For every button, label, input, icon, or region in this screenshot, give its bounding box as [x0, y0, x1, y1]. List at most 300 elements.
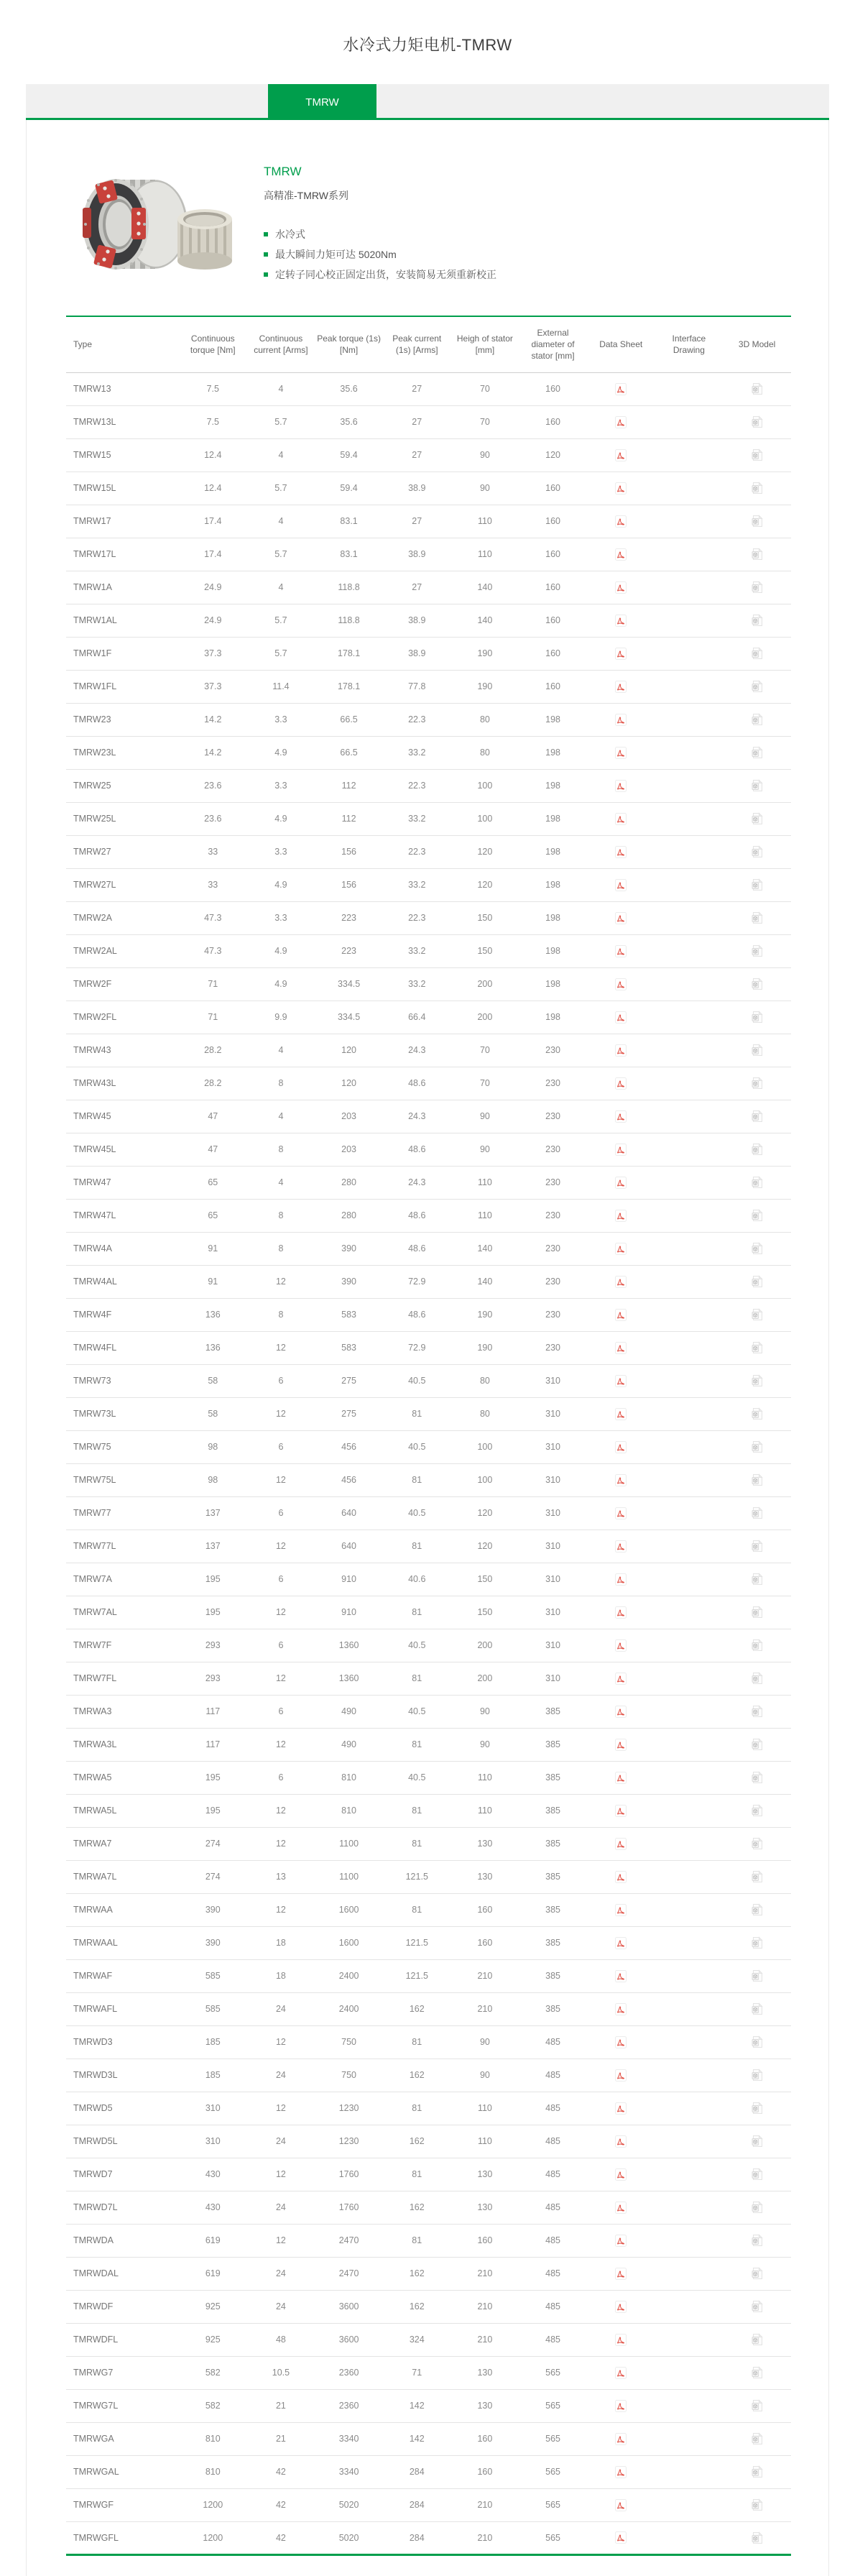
pdf-file-icon[interactable]	[615, 2301, 627, 2313]
table-row	[66, 405, 791, 438]
stator-diameter-cell: 230	[519, 1199, 587, 1232]
3d-file-icon[interactable]	[751, 845, 763, 858]
data-sheet-cell	[587, 934, 655, 967]
pdf-file-icon[interactable]	[615, 2202, 627, 2214]
continuous-current-cell: 6	[247, 1563, 315, 1596]
stator-diameter-cell: 198	[519, 802, 587, 835]
continuous-current-cell: 8	[247, 1232, 315, 1265]
model-3d-cell	[723, 438, 791, 472]
3d-file-icon[interactable]	[751, 1176, 763, 1189]
peak-torque-cell: 490	[315, 1728, 383, 1761]
stator-diameter-cell: 198	[519, 901, 587, 934]
3d-file-icon[interactable]	[751, 1540, 763, 1552]
3d-file-icon[interactable]	[751, 2465, 763, 2478]
continuous-current-cell: 24	[247, 2257, 315, 2290]
stator-height-cell: 90	[451, 1133, 519, 1166]
data-sheet-cell	[587, 1827, 655, 1860]
stator-diameter-cell: 198	[519, 868, 587, 901]
pdf-file-icon[interactable]	[615, 548, 627, 561]
3d-file-icon[interactable]	[751, 1804, 763, 1817]
pdf-file-icon[interactable]	[615, 1639, 627, 1652]
stator-height-cell: 130	[451, 2356, 519, 2389]
header-data-sheet: Data Sheet	[587, 316, 655, 372]
3d-file-icon[interactable]	[751, 944, 763, 957]
interface-drawing-cell	[655, 2224, 724, 2257]
interface-drawing-cell	[655, 2290, 724, 2323]
table-row	[66, 1893, 791, 1926]
data-sheet-cell	[587, 505, 655, 538]
pdf-file-icon[interactable]	[615, 1904, 627, 1916]
type-cell: TMRWA3L	[66, 1728, 179, 1761]
peak-current-cell: 284	[409, 2532, 425, 2543]
pdf-file-icon[interactable]	[615, 1772, 627, 1784]
header-interface-drawing: Interface Drawing	[655, 316, 724, 372]
pdf-file-icon[interactable]	[615, 2433, 627, 2445]
stator-diameter-cell: 198	[519, 1000, 587, 1034]
pdf-file-icon[interactable]	[615, 2036, 627, 2048]
3d-file-icon[interactable]	[751, 1341, 763, 1354]
data-sheet-cell	[587, 1265, 655, 1298]
table-row	[66, 2158, 791, 2191]
3d-file-icon[interactable]	[751, 1011, 763, 1024]
stator-diameter-cell: 310	[519, 1530, 587, 1563]
3d-file-icon[interactable]	[751, 2069, 763, 2082]
peak-current-cell: 162	[383, 1992, 451, 2025]
data-sheet-cell	[587, 1397, 655, 1430]
spec-table-body	[66, 372, 791, 2554]
continuous-current-cell: 21	[247, 2422, 315, 2455]
interface-drawing-cell	[655, 1992, 724, 2025]
model-3d-cell	[723, 868, 791, 901]
data-sheet-cell	[587, 1430, 655, 1463]
continuous-torque-cell: 33	[179, 868, 247, 901]
data-sheet-cell	[587, 2191, 655, 2224]
pdf-file-icon[interactable]	[615, 681, 627, 693]
3d-file-icon[interactable]	[751, 978, 763, 990]
model-3d-cell	[723, 1794, 791, 1827]
interface-drawing-cell	[655, 604, 724, 637]
product-info	[264, 156, 496, 285]
3d-file-icon[interactable]	[751, 2333, 763, 2346]
3d-file-icon[interactable]	[751, 1506, 763, 1519]
pdf-file-icon[interactable]	[615, 813, 627, 825]
3d-file-icon[interactable]	[751, 1110, 763, 1123]
3d-file-icon[interactable]	[751, 2267, 763, 2280]
stator-diameter-cell: 310	[519, 1563, 587, 1596]
model-3d-cell	[723, 2455, 791, 2488]
interface-drawing-cell	[655, 2257, 724, 2290]
continuous-torque-cell: 925	[179, 2323, 247, 2356]
peak-torque-cell: 3600	[315, 2290, 383, 2323]
type-cell: TMRW23	[66, 703, 179, 736]
3d-file-icon[interactable]	[751, 2498, 763, 2511]
table-row	[66, 1992, 791, 2025]
continuous-current-cell: 4.9	[247, 934, 315, 967]
stator-diameter-cell: 160	[519, 372, 587, 405]
pdf-file-icon[interactable]	[615, 1838, 627, 1850]
stator-diameter-cell: 565	[519, 2488, 587, 2521]
peak-torque-cell: 66.5	[315, 736, 383, 769]
3d-file-icon[interactable]	[751, 581, 763, 594]
pdf-file-icon[interactable]	[615, 2268, 627, 2280]
stator-height-cell: 100	[451, 1463, 519, 1496]
continuous-torque-cell: 37.3	[179, 670, 247, 703]
data-sheet-cell	[587, 1000, 655, 1034]
pdf-file-icon[interactable]	[615, 1375, 627, 1387]
pdf-file-icon[interactable]	[615, 780, 627, 792]
table-row	[66, 1563, 791, 1596]
model-3d-cell	[723, 538, 791, 571]
pdf-file-icon[interactable]	[615, 2003, 627, 2015]
pdf-file-icon[interactable]	[615, 1871, 627, 1883]
type-cell: TMRW43L	[66, 1067, 179, 1100]
header-stator-height: Heigh of stator [mm]	[451, 316, 519, 372]
3d-file-icon[interactable]	[751, 812, 763, 825]
3d-file-icon[interactable]	[751, 1242, 763, 1255]
continuous-current-cell: 18	[247, 1959, 315, 1992]
3d-file-icon[interactable]	[751, 1044, 763, 1057]
product-section	[27, 120, 828, 298]
stator-diameter-cell: 565	[519, 2422, 587, 2455]
pdf-file-icon[interactable]	[615, 1276, 627, 1288]
table-row	[66, 2356, 791, 2389]
peak-current-cell: 81	[383, 1728, 451, 1761]
3d-file-icon[interactable]	[751, 1705, 763, 1718]
table-row	[66, 2058, 791, 2092]
continuous-torque-cell: 585	[179, 1959, 247, 1992]
data-sheet-cell	[587, 2323, 655, 2356]
peak-current-cell: 121.5	[383, 1860, 451, 1893]
interface-drawing-cell	[655, 2455, 724, 2488]
pdf-file-icon[interactable]	[615, 945, 627, 957]
continuous-current-cell: 8	[247, 1199, 315, 1232]
pdf-file-icon[interactable]	[615, 2499, 627, 2511]
type-cell: TMRWDAL	[66, 2257, 179, 2290]
model-3d-cell	[723, 637, 791, 670]
pdf-file-icon[interactable]	[615, 846, 627, 858]
continuous-current-cell: 12	[247, 2092, 315, 2125]
peak-torque-cell: 1760	[315, 2191, 383, 2224]
pdf-file-icon[interactable]	[615, 2135, 627, 2148]
feature-item	[264, 244, 496, 264]
stator-height-cell: 210	[451, 1959, 519, 1992]
pdf-file-icon[interactable]	[615, 2102, 627, 2115]
continuous-torque-cell: 195	[179, 1761, 247, 1794]
continuous-current-cell: 12	[247, 1893, 315, 1926]
pdf-file-icon[interactable]	[615, 1342, 627, 1354]
3d-file-icon[interactable]	[751, 1639, 763, 1652]
type-cell: TMRW7FL	[66, 1662, 179, 1695]
3d-file-icon[interactable]	[751, 1936, 763, 1949]
data-sheet-cell	[587, 1959, 655, 1992]
3d-file-icon[interactable]	[751, 1903, 763, 1916]
stator-diameter-cell: 310	[519, 1662, 587, 1695]
continuous-current-cell: 42	[275, 2532, 286, 2543]
3d-file-icon[interactable]	[751, 1275, 763, 1288]
3d-file-icon[interactable]	[751, 1573, 763, 1586]
pdf-file-icon[interactable]	[615, 1144, 627, 1156]
spec-table-wrap	[66, 316, 791, 2556]
model-3d-cell	[723, 1496, 791, 1530]
interface-drawing-cell	[655, 868, 724, 901]
pdf-file-icon[interactable]	[615, 648, 627, 660]
continuous-torque-cell: 17.4	[179, 538, 247, 571]
table-row	[66, 1695, 791, 1728]
pdf-file-icon[interactable]	[615, 1408, 627, 1420]
peak-torque-cell: 178.1	[315, 637, 383, 670]
pdf-file-icon[interactable]	[615, 1210, 627, 1222]
table-row	[66, 2125, 791, 2158]
pdf-file-icon[interactable]	[615, 1044, 627, 1057]
type-cell: TMRW15	[66, 438, 179, 472]
3d-file-icon[interactable]	[751, 1308, 763, 1321]
stator-height-cell: 160	[451, 1926, 519, 1959]
3d-file-icon[interactable]	[751, 1738, 763, 1751]
pdf-file-icon[interactable]	[615, 1739, 627, 1751]
pdf-file-icon[interactable]	[615, 416, 627, 428]
table-row	[66, 769, 791, 802]
continuous-current-cell: 48	[247, 2323, 315, 2356]
tab-bar	[26, 84, 829, 120]
pdf-file-icon[interactable]	[615, 1507, 627, 1519]
stator-height-cell: 110	[451, 2092, 519, 2125]
data-sheet-cell	[587, 1463, 655, 1496]
3d-file-icon[interactable]	[751, 1837, 763, 1850]
type-cell: TMRW2F	[66, 967, 179, 1000]
data-sheet-cell	[587, 1232, 655, 1265]
feature-item	[264, 264, 496, 285]
pdf-file-icon[interactable]	[615, 2400, 627, 2412]
peak-current-cell: 48.6	[383, 1199, 451, 1232]
data-sheet-cell	[587, 1761, 655, 1794]
stator-height-cell: 200	[451, 1629, 519, 1662]
continuous-torque-cell: 310	[179, 2125, 247, 2158]
3d-file-icon[interactable]	[751, 1771, 763, 1784]
continuous-current-cell: 12	[247, 1397, 315, 1430]
model-3d-cell	[723, 1530, 791, 1563]
pdf-file-icon[interactable]	[615, 383, 627, 395]
table-row	[66, 1496, 791, 1530]
3d-file-icon[interactable]	[751, 1672, 763, 1685]
stator-height-cell: 160	[451, 2422, 519, 2455]
peak-current-cell: 24.3	[383, 1166, 451, 1199]
3d-file-icon[interactable]	[751, 2135, 763, 2148]
stator-height-cell: 150	[451, 901, 519, 934]
3d-file-icon[interactable]	[751, 2168, 763, 2181]
pdf-file-icon[interactable]	[615, 2531, 627, 2544]
pdf-file-icon[interactable]	[615, 912, 627, 924]
pdf-file-icon[interactable]	[615, 449, 627, 461]
pdf-file-icon[interactable]	[615, 1937, 627, 1949]
pdf-file-icon[interactable]	[615, 581, 627, 594]
3d-file-icon[interactable]	[751, 2201, 763, 2214]
continuous-current-cell: 12	[247, 1331, 315, 1364]
peak-current-cell: 162	[383, 2290, 451, 2323]
pdf-file-icon[interactable]	[615, 2168, 627, 2181]
3d-file-icon[interactable]	[751, 448, 763, 461]
pdf-file-icon[interactable]	[615, 978, 627, 990]
model-3d-cell	[723, 1463, 791, 1496]
3d-file-icon[interactable]	[751, 911, 763, 924]
table-row	[66, 1827, 791, 1860]
data-sheet-cell	[587, 736, 655, 769]
peak-current-cell: 81	[383, 2158, 451, 2191]
3d-file-icon[interactable]	[751, 1143, 763, 1156]
3d-file-icon[interactable]	[751, 779, 763, 792]
table-row	[66, 1728, 791, 1761]
interface-drawing-cell	[655, 2521, 724, 2554]
3d-file-icon[interactable]	[751, 1374, 763, 1387]
continuous-torque-cell: 310	[179, 2092, 247, 2125]
3d-file-icon[interactable]	[751, 1209, 763, 1222]
3d-file-icon[interactable]	[751, 1440, 763, 1453]
3d-file-icon[interactable]	[751, 2300, 763, 2313]
model-3d-cell	[723, 2025, 791, 2058]
continuous-current-cell: 3.3	[247, 901, 315, 934]
table-row	[66, 637, 791, 670]
pdf-file-icon[interactable]	[615, 879, 627, 891]
stator-height-cell: 80	[451, 703, 519, 736]
3d-file-icon[interactable]	[751, 2366, 763, 2379]
pdf-file-icon[interactable]	[615, 747, 627, 759]
table-row	[66, 1100, 791, 1133]
pdf-file-icon[interactable]	[615, 1573, 627, 1586]
3d-file-icon[interactable]	[751, 415, 763, 428]
peak-torque-cell: 2360	[315, 2389, 383, 2422]
data-sheet-cell	[587, 1530, 655, 1563]
tab-tmrw[interactable]: TMRW	[268, 84, 376, 120]
stator-height-cell: 210	[451, 1992, 519, 2025]
pdf-file-icon[interactable]	[615, 1805, 627, 1817]
pdf-file-icon[interactable]	[615, 1673, 627, 1685]
stator-diameter-cell: 485	[519, 2323, 587, 2356]
model-3d-cell	[723, 2058, 791, 2092]
3d-file-icon[interactable]	[751, 647, 763, 660]
type-cell: TMRW25	[66, 769, 179, 802]
pdf-file-icon[interactable]	[615, 2334, 627, 2346]
pdf-file-icon[interactable]	[615, 1309, 627, 1321]
pdf-file-icon[interactable]	[615, 482, 627, 494]
product-subtitle: 高精准-TMRW系列	[264, 190, 348, 201]
continuous-torque-cell: 810	[179, 2455, 247, 2488]
data-sheet-cell	[587, 2356, 655, 2389]
3d-file-icon[interactable]	[751, 482, 763, 494]
table-row	[66, 1430, 791, 1463]
3d-file-icon[interactable]	[751, 614, 763, 627]
pdf-file-icon[interactable]	[615, 2367, 627, 2379]
data-sheet-cell	[587, 1199, 655, 1232]
3d-file-icon[interactable]	[751, 2234, 763, 2247]
continuous-torque-cell: 65	[179, 1199, 247, 1232]
3d-file-icon[interactable]	[751, 2531, 763, 2544]
3d-file-icon[interactable]	[751, 1473, 763, 1486]
pdf-file-icon[interactable]	[615, 1474, 627, 1486]
stator-height-cell: 190	[451, 1331, 519, 1364]
interface-drawing-cell	[655, 2025, 724, 2058]
table-row	[66, 1662, 791, 1695]
3d-file-icon[interactable]	[751, 548, 763, 561]
pdf-file-icon[interactable]	[615, 2235, 627, 2247]
3d-file-icon[interactable]	[751, 1407, 763, 1420]
3d-file-icon[interactable]	[751, 2002, 763, 2015]
type-cell: TMRW27	[66, 835, 179, 868]
3d-file-icon[interactable]	[751, 1870, 763, 1883]
continuous-current-cell: 3.3	[247, 703, 315, 736]
table-row	[66, 1530, 791, 1563]
3d-file-icon[interactable]	[751, 1969, 763, 1982]
continuous-current-cell: 42	[247, 2455, 315, 2488]
continuous-current-cell: 13	[247, 1860, 315, 1893]
peak-torque-cell: 583	[315, 1298, 383, 1331]
continuous-torque-cell: 23.6	[179, 769, 247, 802]
header-continuous-current: Continuous current [Arms]	[247, 316, 315, 372]
3d-file-icon[interactable]	[751, 515, 763, 528]
3d-file-icon[interactable]	[751, 2036, 763, 2048]
pdf-file-icon[interactable]	[615, 2069, 627, 2082]
pdf-file-icon[interactable]	[615, 714, 627, 726]
pdf-file-icon[interactable]	[615, 1011, 627, 1024]
continuous-current-cell: 24	[247, 2058, 315, 2092]
data-sheet-cell	[587, 438, 655, 472]
motor-illustration	[70, 163, 235, 285]
continuous-current-cell: 8	[247, 1133, 315, 1166]
peak-torque-cell: 156	[315, 868, 383, 901]
3d-file-icon[interactable]	[751, 2399, 763, 2412]
pdf-file-icon[interactable]	[615, 1706, 627, 1718]
pdf-file-icon[interactable]	[615, 1606, 627, 1619]
3d-file-icon[interactable]	[751, 1606, 763, 1619]
3d-file-icon[interactable]	[751, 680, 763, 693]
type-cell: TMRWGAL	[66, 2455, 179, 2488]
pdf-file-icon[interactable]	[615, 1177, 627, 1189]
3d-file-icon[interactable]	[751, 382, 763, 395]
stator-diameter-cell: 565	[519, 2455, 587, 2488]
pdf-file-icon[interactable]	[615, 2466, 627, 2478]
model-3d-cell	[723, 769, 791, 802]
pdf-file-icon[interactable]	[615, 1243, 627, 1255]
3d-file-icon[interactable]	[751, 878, 763, 891]
pdf-file-icon[interactable]	[615, 1077, 627, 1090]
3d-file-icon[interactable]	[751, 713, 763, 726]
interface-drawing-cell	[655, 472, 724, 505]
pdf-file-icon[interactable]	[615, 1540, 627, 1552]
interface-drawing-cell	[655, 1034, 724, 1067]
3d-file-icon[interactable]	[751, 746, 763, 759]
peak-current-cell: 38.9	[383, 604, 451, 637]
interface-drawing-cell	[655, 571, 724, 604]
pdf-file-icon[interactable]	[615, 1110, 627, 1123]
pdf-file-icon[interactable]	[615, 515, 627, 528]
3d-file-icon[interactable]	[751, 1077, 763, 1090]
interface-drawing-cell	[655, 1629, 724, 1662]
pdf-file-icon[interactable]	[615, 615, 627, 627]
peak-torque-cell: 59.4	[315, 438, 383, 472]
3d-file-icon[interactable]	[751, 2432, 763, 2445]
table-row	[66, 2092, 791, 2125]
interface-drawing-cell	[655, 372, 724, 405]
3d-file-icon[interactable]	[751, 2102, 763, 2115]
pdf-file-icon[interactable]	[615, 1441, 627, 1453]
table-row	[66, 934, 791, 967]
pdf-file-icon[interactable]	[615, 1970, 627, 1982]
type-cell: TMRW45L	[66, 1133, 179, 1166]
table-row	[66, 967, 791, 1000]
type-cell: TMRWA5	[66, 1761, 179, 1794]
table-row	[66, 2290, 791, 2323]
type-cell: TMRW75	[66, 1430, 179, 1463]
continuous-current-cell: 5.7	[247, 604, 315, 637]
model-3d-cell	[723, 1199, 791, 1232]
